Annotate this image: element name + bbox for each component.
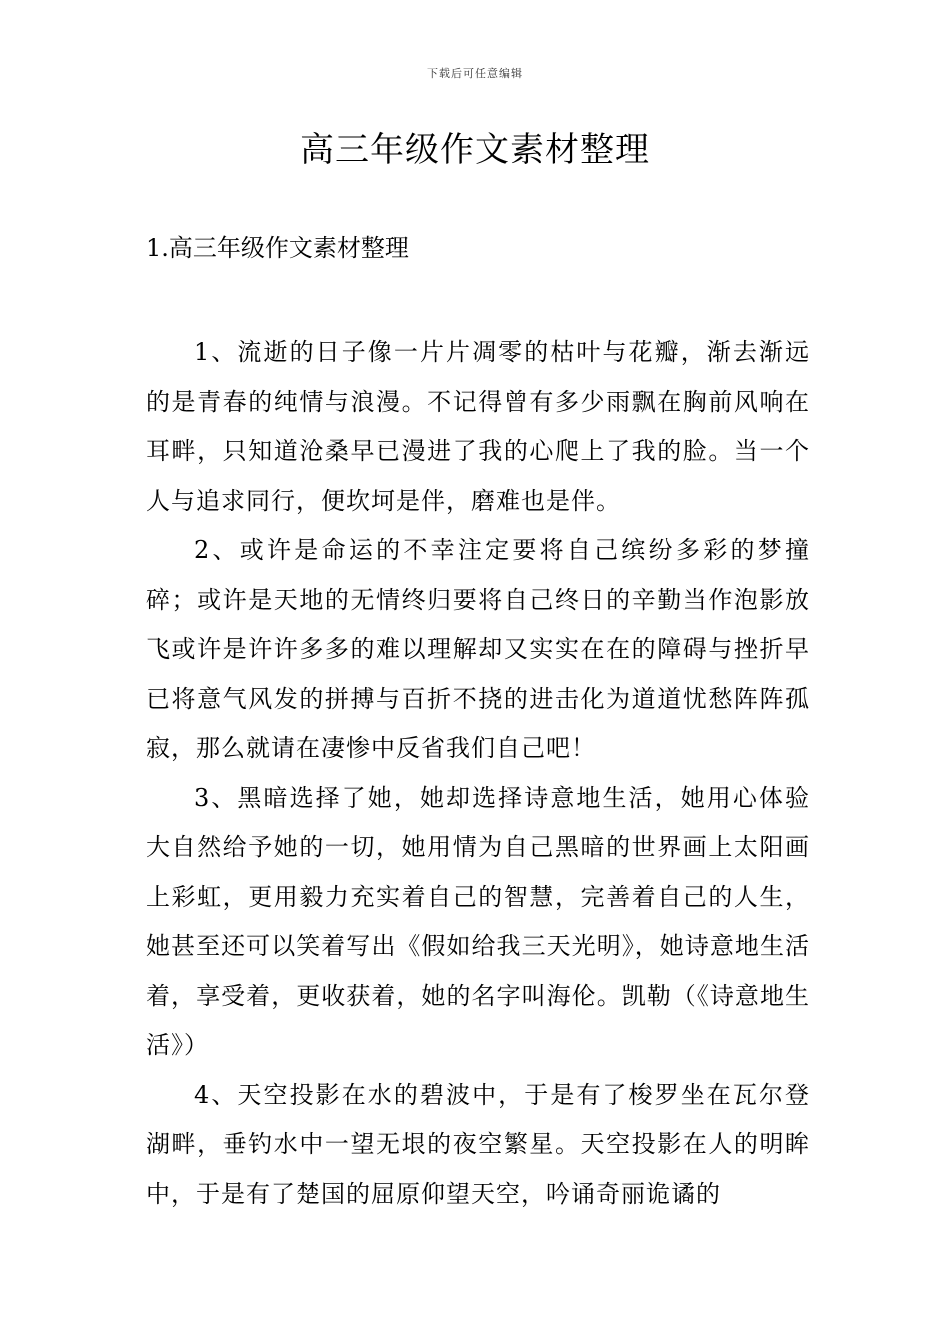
header-note: 下载后可任意编辑 (427, 67, 523, 80)
section-heading: 1.高三年级作文素材整理 (146, 234, 409, 262)
document-title: 高三年级作文素材整理 (300, 130, 650, 170)
paragraph-4: 4、天空投影在水的碧波中，于是有了梭罗坐在瓦尔登湖畔，垂钓水中一望无垠的夜空繁星。天空投影在人的明眸中，于是有了楚国的屈原仰望天空，吟诵奇丽诡谲的 (146, 1080, 810, 1208)
paragraph-3: 3、黑暗选择了她，她却选择诗意地生活，她用心体验大自然给予她的一切，她用情为自己黑暗的世界画上太阳画上彩虹，更用毅力充实着自己的智慧，完善着自己的人生，她甚至还可以笑着写出《假如给我三天光明》，她诗意地生活着，享受着，更收获着，她的名字叫海伦。凯勒（《诗意地生活》） (146, 783, 810, 1059)
document-body (146, 328, 810, 1219)
paragraph-1: 1、流逝的日子像一片片凋零的枯叶与花瓣，渐去渐远的是青春的纯情与浪漫。不记得曾有多少雨飘在胸前风响在耳畔，只知道沧桑早已漫进了我的心爬上了我的脸。当一个人与追求同行，便坎坷是伴，磨难也是伴。 (146, 338, 810, 515)
paragraph-2: 2、或许是命运的不幸注定要将自己缤纷多彩的梦撞碎；或许是天地的无情终归要将自己终日的辛勤当作泡影放飞或许是许许多多的难以理解却又实实在在的障碍与挫折早已将意气风发的拼搏与百折不挠的进击化为道道忧愁阵阵孤寂，那么就请在凄惨中反省我们自己吧！ (146, 536, 810, 762)
